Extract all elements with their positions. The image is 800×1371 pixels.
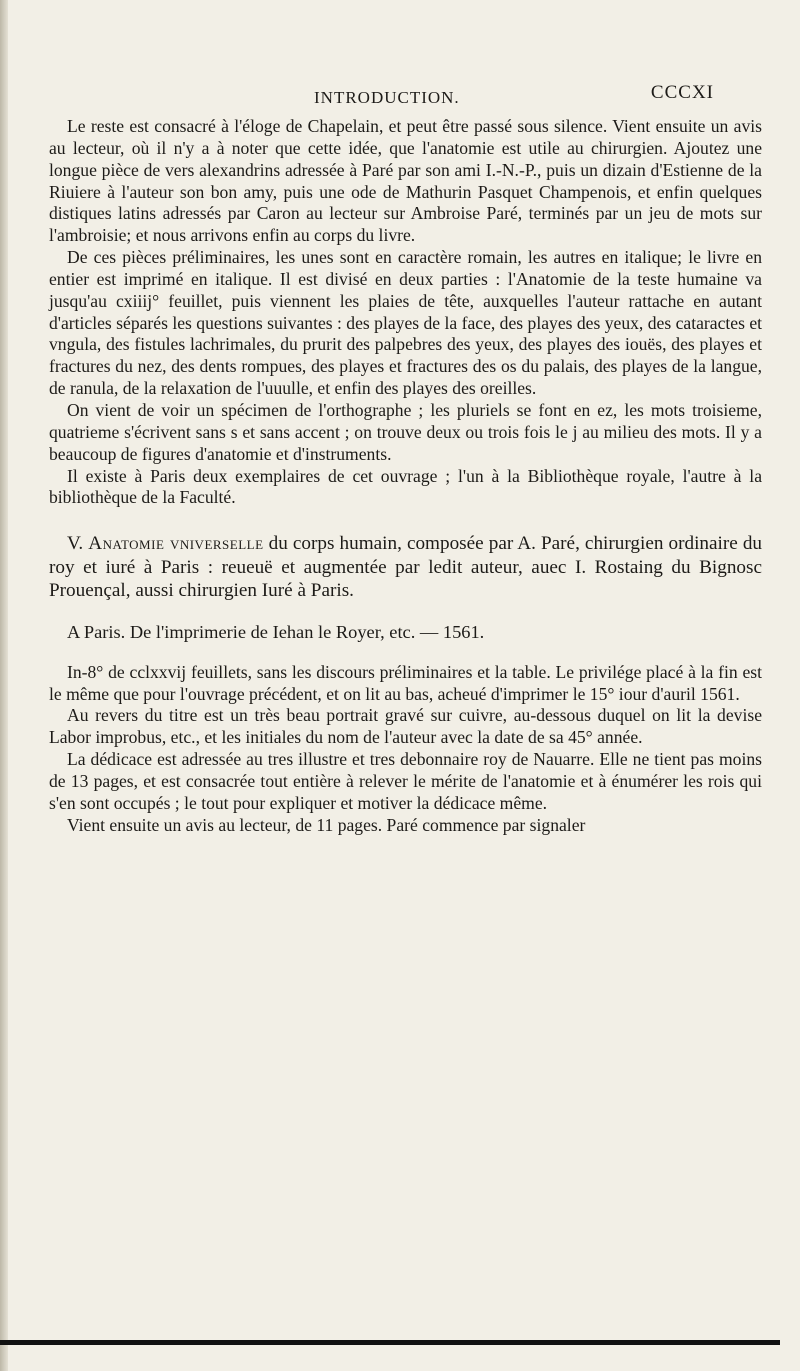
paragraph-7: La dédicace est adressée au tres illustre et tres debonnaire roy de Nauarre. Elle ne tient pas moins de 13 pages, et est consacrée tout entière à relever le mérite de l'anatomie et à énumérer les rois qui s'en sont occupés ; le tout pour expliquer et motiver la dédicace même.	[49, 749, 762, 813]
paragraph-2: De ces pièces préliminaires, les unes sont en caractère romain, les autres en italique; le livre en entier est imprimé en italique. Il est divisé en deux parties : l'Anatomie de la teste humaine va jusqu'au cxiiij° feuillet, puis viennent les plaies de tête, auxquelles l'auteur rattache en autant d'articles séparés les questions suivantes : des playes de la face, des playes des yeux, des cataractes et vngula, des fistules lachrimales, du prurit des palpebres des yeux, des playes des iouës, des playes et fractures du nez, des dents rompues, des playes et fractures des os du palais, des playes de la langue, de ranula, de la relaxation de l'uuulle, et enfin des playes des oreilles.	[49, 247, 763, 399]
paragraph-5: In-8° de cclxxvij feuillets, sans les discours préliminaires et la table. Le privilége placé à la fin est le même que pour l'ouvrage précédent, et on lit au bas, acheué d'imprimer le 15° iour d'auril 1561.	[49, 661, 762, 704]
page-number: CCCXI	[650, 82, 714, 103]
paragraph-1: Le reste est consacré à l'éloge de Chapelain, et peut être passé sous silence. Vient ensuite un avis au lecteur, où il n'y a à noter que cette idée, que l'anatomie est utile au chirurgien. Ajoutez une longue pièce de vers alexandrins adressée à Paré par son ami I.-N.-P., puis un dizain d'Estienne de la Riuiere à l'auteur son bon amy, puis une ode de Mathurin Pasquet Champenois, et enfin quelques distiques latins adressés par Caron au lecteur sur Ambroise Paré, terminés par un jeu de mots sur l'ambroisie; et nous arrivons enfin au corps du livre.	[49, 116, 762, 246]
paragraph-6: Au revers du titre est un très beau portrait gravé sur cuivre, au-dessous duquel on lit la devise Labor improbus, etc., et les initiales du nom de l'auteur avec la date de sa 45° année.	[49, 705, 762, 748]
paragraph-3: On vient de voir un spécimen de l'orthographe ; les pluriels se font en ez, les mots troisieme, quatrieme s'écrivent sans s et sans accent ; on trouve deux ou trois fois le j au milieu des mots. Il y a beaucoup de figures d'anatomie et d'instruments.	[49, 399, 762, 464]
running-header	[314, 82, 714, 112]
paragraph-8: Vient ensuite un avis au lecteur, de 11 pages. Paré commence par signaler	[67, 814, 586, 835]
bottom-rule	[0, 1340, 780, 1345]
running-title: INTRODUCTION.	[314, 88, 460, 107]
body-text	[49, 116, 762, 836]
page-binding-edge	[0, 0, 8, 1371]
paragraph-4: Il existe à Paris deux exemplaires de cet ouvrage ; l'un à la Bibliothèque royale, l'autre à la bibliothèque de la Faculté.	[49, 465, 762, 508]
bibliographic-entry-v	[49, 532, 762, 603]
entry-text: du corps humain, composée par A. Paré, chirurgien ordinaire du roy et iuré à Paris : reueuë et augmentée par ledit auteur, auec I. Rostaing du Bignosc Prouençal, aussi chirurgien Iuré à Paris.	[49, 533, 763, 602]
entry-number: V.	[67, 533, 84, 555]
imprint-line: A Paris. De l'imprimerie de Iehan le Royer, etc. — 1561.	[67, 621, 485, 642]
entry-title: Anatomie vniverselle	[88, 533, 264, 555]
